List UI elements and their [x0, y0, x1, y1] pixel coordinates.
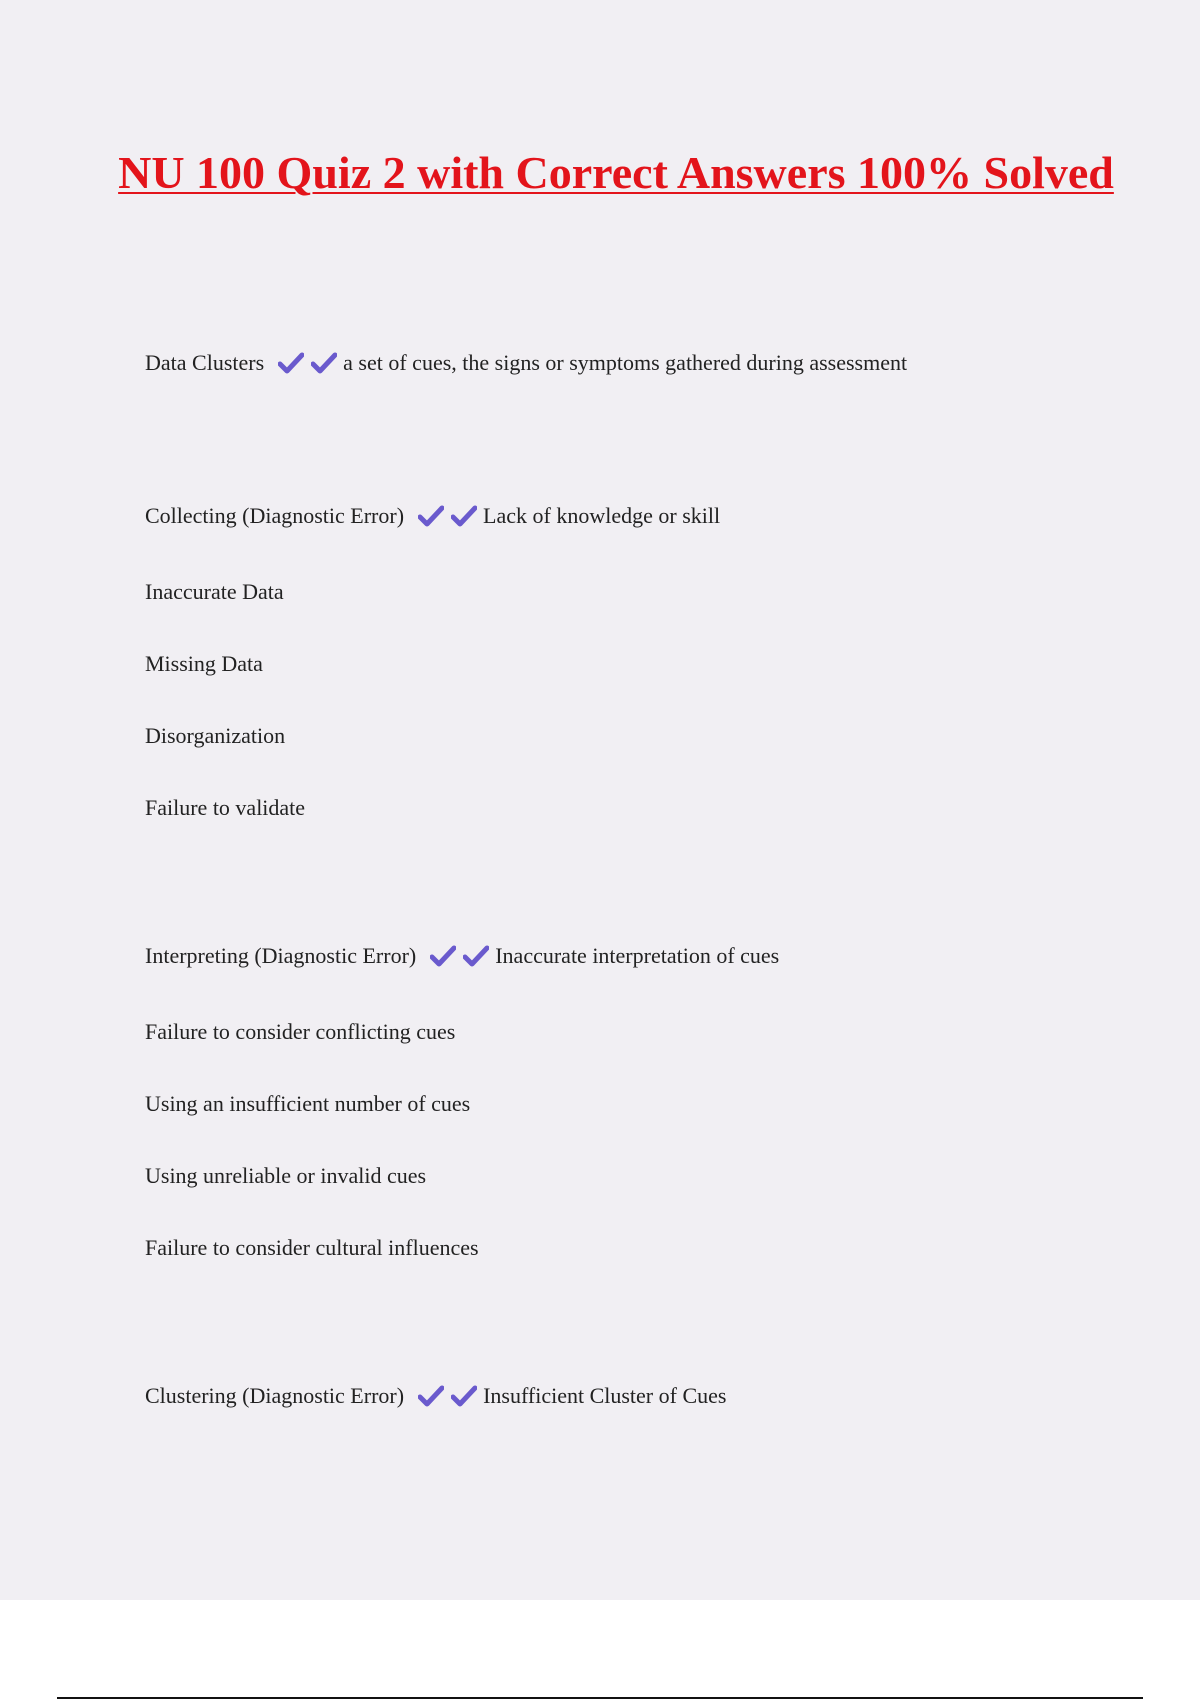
document-title: NU 100 Quiz 2 with Correct Answers 100% Solved — [118, 147, 1114, 198]
qa-line — [145, 941, 779, 975]
detail-line: Using an insufficient number of cues — [145, 1091, 471, 1116]
qa-line — [145, 348, 907, 382]
detail-line: Failure to validate — [145, 795, 306, 820]
check-mark-icon — [278, 352, 304, 374]
term: Collecting (Diagnostic Error) — [145, 503, 405, 528]
check-mark-icon — [463, 945, 489, 967]
check-mark-icon — [311, 352, 337, 374]
answer-marker — [278, 352, 339, 382]
term: Data Clusters — [145, 350, 265, 375]
term: Interpreting (Diagnostic Error) — [145, 943, 417, 968]
answer: Inaccurate interpretation of cues — [495, 943, 780, 968]
qa-line — [145, 1381, 726, 1415]
detail-line: Using unreliable or invalid cues — [145, 1163, 427, 1188]
term: Clustering (Diagnostic Error) — [145, 1383, 405, 1408]
answer: Lack of knowledge or skill — [483, 503, 721, 528]
answer-marker — [418, 1385, 479, 1415]
answer: Insufficient Cluster of Cues — [483, 1383, 727, 1408]
answer-marker — [418, 505, 479, 535]
answer: a set of cues, the signs or symptoms gathered during assessment — [343, 350, 908, 375]
check-mark-icon — [451, 1385, 477, 1407]
bottom-divider — [57, 1697, 1143, 1699]
check-mark-icon — [418, 1385, 444, 1407]
detail-line: Inaccurate Data — [145, 579, 284, 604]
qa-line — [145, 501, 720, 535]
detail-line: Failure to consider cultural influences — [145, 1235, 479, 1260]
check-mark-icon — [430, 945, 456, 967]
detail-line: Disorganization — [145, 723, 286, 748]
detail-line: Missing Data — [145, 651, 263, 676]
detail-line: Failure to consider conflicting cues — [145, 1019, 456, 1044]
answer-marker — [430, 945, 491, 975]
check-mark-icon — [418, 505, 444, 527]
check-mark-icon — [451, 505, 477, 527]
